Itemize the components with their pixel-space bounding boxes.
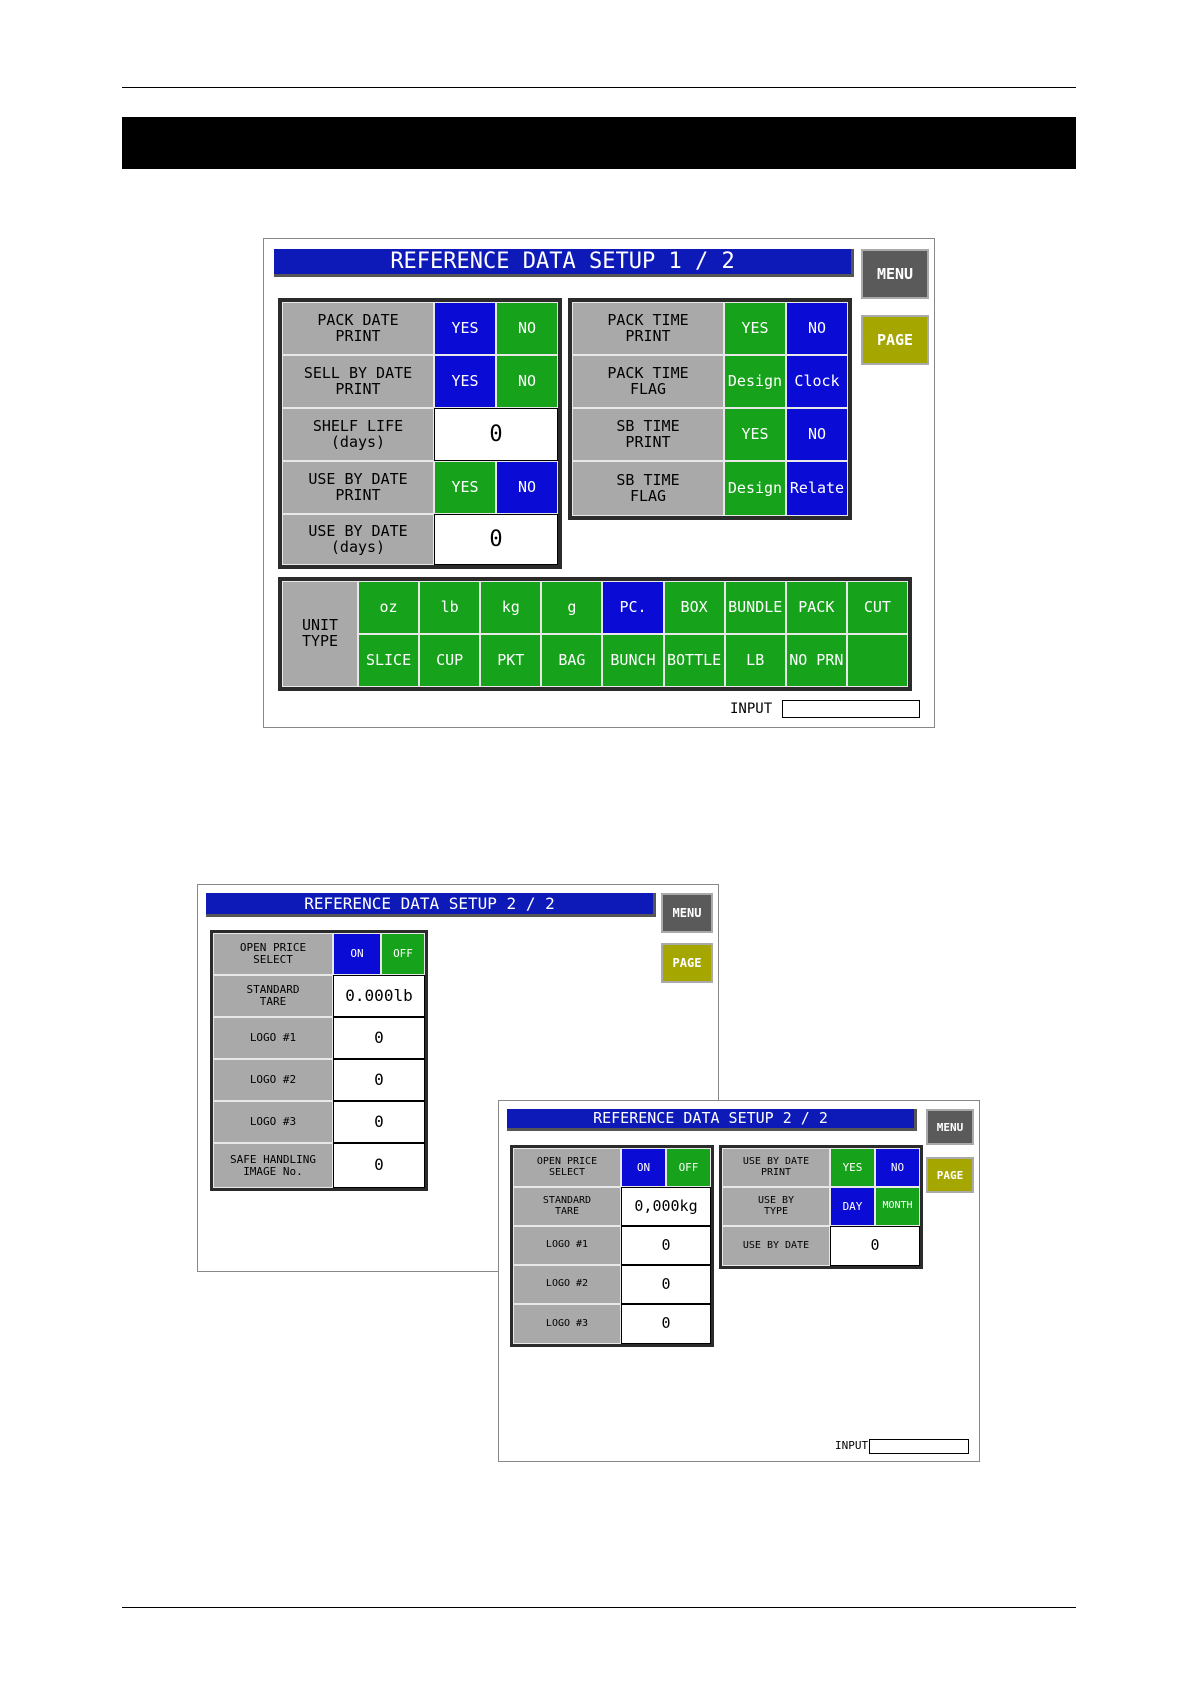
logo-3-label: LOGO #3 <box>513 1304 621 1344</box>
standard-tare-label: STANDARD TARE <box>513 1187 621 1226</box>
sell-by-date-print-label: SELL BY DATE PRINT <box>282 355 434 408</box>
left-settings-panel <box>278 298 562 569</box>
unit-cut-button[interactable]: CUT <box>847 581 908 634</box>
standard-tare-field[interactable]: 0,000kg <box>621 1187 711 1226</box>
unit-type-label: UNIT TYPE <box>282 581 358 687</box>
unit-no-prn-button[interactable]: NO PRN <box>786 634 847 687</box>
open-price-off-button[interactable]: OFF <box>666 1148 711 1187</box>
use-by-date-print-no-button[interactable]: NO <box>875 1148 920 1187</box>
shelf-life-label: SHELF LIFE (days) <box>282 408 434 461</box>
shelf-life-field[interactable]: 0 <box>434 408 558 461</box>
open-price-select-label: OPEN PRICE SELECT <box>213 933 333 975</box>
unit-bundle-button[interactable]: BUNDLE <box>725 581 786 634</box>
left-settings-panel <box>510 1145 714 1347</box>
unit-lb-button[interactable]: LB <box>725 634 786 687</box>
logo-2-field[interactable]: 0 <box>333 1059 425 1101</box>
use-by-date-days-field[interactable]: 0 <box>434 514 558 565</box>
sb-time-flag-relate-button[interactable]: Relate <box>786 461 848 516</box>
screen-reference-setup-2-kg <box>498 1100 980 1462</box>
logo-1-label: LOGO #1 <box>213 1017 333 1059</box>
menu-button[interactable]: MENU <box>926 1109 974 1145</box>
use-by-date-print-yes-button[interactable]: YES <box>434 461 496 514</box>
unit-kg-button[interactable]: kg <box>480 581 541 634</box>
use-by-date-days-label: USE BY DATE (days) <box>282 514 434 565</box>
pack-date-print-label: PACK DATE PRINT <box>282 302 434 355</box>
open-price-select-label: OPEN PRICE SELECT <box>513 1148 621 1187</box>
page-button[interactable]: PAGE <box>926 1157 974 1193</box>
sb-time-print-no-button[interactable]: NO <box>786 408 848 461</box>
screen-title: REFERENCE DATA SETUP 1 / 2 <box>274 249 854 277</box>
sb-time-print-label: SB TIME PRINT <box>572 408 724 461</box>
logo-2-field[interactable]: 0 <box>621 1265 711 1304</box>
safe-handling-image-field[interactable]: 0 <box>333 1143 425 1188</box>
screen-title: REFERENCE DATA SETUP 2 / 2 <box>206 893 656 917</box>
use-by-type-label: USE BY TYPE <box>722 1187 830 1226</box>
sell-by-date-print-yes-button[interactable]: YES <box>434 355 496 408</box>
logo-1-field[interactable]: 0 <box>333 1017 425 1059</box>
input-field[interactable] <box>782 700 920 718</box>
input-label: INPUT <box>835 1439 869 1452</box>
page-button[interactable]: PAGE <box>661 943 713 983</box>
logo-2-label: LOGO #2 <box>213 1059 333 1101</box>
pack-time-flag-label: PACK TIME FLAG <box>572 355 724 408</box>
screen-reference-setup-1 <box>263 238 935 728</box>
logo-3-field[interactable]: 0 <box>621 1304 711 1344</box>
pack-time-print-label: PACK TIME PRINT <box>572 302 724 355</box>
sb-time-print-yes-button[interactable]: YES <box>724 408 786 461</box>
pack-date-print-no-button[interactable]: NO <box>496 302 558 355</box>
input-field[interactable] <box>869 1439 969 1454</box>
bottom-rule <box>122 1607 1076 1608</box>
unit-cup-button[interactable]: CUP <box>419 634 480 687</box>
open-price-off-button[interactable]: OFF <box>381 933 425 975</box>
logo-3-label: LOGO #3 <box>213 1101 333 1143</box>
pack-time-flag-design-button[interactable]: Design <box>724 355 786 408</box>
unit-pc-button[interactable]: PC. <box>602 581 663 634</box>
unit-bunch-button[interactable]: BUNCH <box>602 634 663 687</box>
right-settings-panel <box>568 298 852 520</box>
settings-panel <box>210 930 428 1191</box>
unit-blank-button[interactable] <box>847 634 908 687</box>
unit-bottle-button[interactable]: BOTTLE <box>664 634 725 687</box>
sb-time-flag-label: SB TIME FLAG <box>572 461 724 516</box>
safe-handling-image-label: SAFE HANDLING IMAGE No. <box>213 1143 333 1188</box>
pack-time-print-no-button[interactable]: NO <box>786 302 848 355</box>
use-by-date-print-label: USE BY DATE PRINT <box>722 1148 830 1187</box>
logo-1-label: LOGO #1 <box>513 1226 621 1265</box>
unit-pack-button[interactable]: PACK <box>786 581 847 634</box>
use-by-type-month-button[interactable]: MONTH <box>875 1187 920 1226</box>
right-settings-panel <box>719 1145 923 1269</box>
unit-pkt-button[interactable]: PKT <box>480 634 541 687</box>
logo-1-field[interactable]: 0 <box>621 1226 711 1265</box>
standard-tare-field[interactable]: 0.000lb <box>333 975 425 1017</box>
use-by-date-print-label: USE BY DATE PRINT <box>282 461 434 514</box>
standard-tare-label: STANDARD TARE <box>213 975 333 1017</box>
unit-box-button[interactable]: BOX <box>664 581 725 634</box>
top-rule <box>122 87 1076 88</box>
unit-slice-button[interactable]: SLICE <box>358 634 419 687</box>
use-by-type-day-button[interactable]: DAY <box>830 1187 875 1226</box>
section-header-bar <box>122 117 1076 169</box>
open-price-on-button[interactable]: ON <box>333 933 381 975</box>
screen-title: REFERENCE DATA SETUP 2 / 2 <box>507 1109 917 1131</box>
unit-bag-button[interactable]: BAG <box>541 634 602 687</box>
unit-oz-button[interactable]: oz <box>358 581 419 634</box>
input-label: INPUT <box>730 701 773 717</box>
pack-time-print-yes-button[interactable]: YES <box>724 302 786 355</box>
menu-button[interactable]: MENU <box>661 893 713 933</box>
logo-2-label: LOGO #2 <box>513 1265 621 1304</box>
pack-time-flag-clock-button[interactable]: Clock <box>786 355 848 408</box>
unit-type-panel <box>278 577 912 691</box>
unit-lb-button[interactable]: lb <box>419 581 480 634</box>
menu-button[interactable]: MENU <box>861 249 929 299</box>
use-by-date-label: USE BY DATE <box>722 1226 830 1266</box>
use-by-date-field[interactable]: 0 <box>830 1226 920 1266</box>
unit-type-grid <box>358 581 908 687</box>
logo-3-field[interactable]: 0 <box>333 1101 425 1143</box>
use-by-date-print-yes-button[interactable]: YES <box>830 1148 875 1187</box>
pack-date-print-yes-button[interactable]: YES <box>434 302 496 355</box>
sell-by-date-print-no-button[interactable]: NO <box>496 355 558 408</box>
open-price-on-button[interactable]: ON <box>621 1148 666 1187</box>
page-button[interactable]: PAGE <box>861 315 929 365</box>
sb-time-flag-design-button[interactable]: Design <box>724 461 786 516</box>
use-by-date-print-no-button[interactable]: NO <box>496 461 558 514</box>
unit-g-button[interactable]: g <box>541 581 602 634</box>
